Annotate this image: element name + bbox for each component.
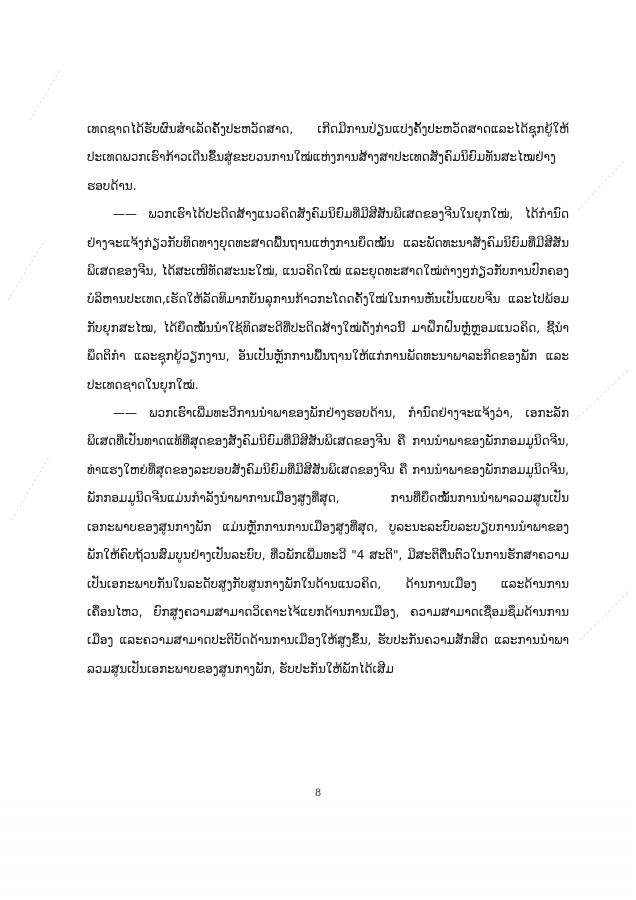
page-number: 8	[314, 788, 322, 799]
paragraph-2: —— ພວກເຮົາໄດ້ປະດິດສ້າງແນວຄິດສັງຄົມນິຍົມທີ່ມີສີສັນພິເສດຂອງຈີນໃນຍຸກໃໝ່, ໄດ້ກຳນົດຢ່າງຈະແຈ້ງກ່ຽວກັບທິດທາງຍຸດທະສາດພື້ນຖານແຫ່ງການຍຶດໝັ້ນ ແລະພັດທະນາສັງຄົມນິຍົມທີ່ມີສີສັນພິເສດຂອງຈີນ, ໄດ້ສະເໜີທັດສະນະໃໝ່, ແນວຄິດໃໝ່ ແລະຍຸດທະສາດໃໝ່ຕ່າງໆກ່ຽວກັບການປົກຄອງບໍລິຫານປະເທດ,ເຮັດໃຫ້ລັດທິມາກບັນລຸການກ້າວກະໂດດຄັ້ງໃໝ່ໃນການຫັນເປັນແບບຈີນ ແລະໄປພ້ອມກັບຍຸກສະໄໝ, ໄດ້ຍຶດໝັ້ນນຳໃຊ້ທິດສະດີທີ່ປະດິດສ້າງໃໝ່ດັ່ງກ່າວນີ້ ມາຝຶກຝົນຫຼໍ່ຫຼອມແນວຄິດ, ຊີ້ນຳພຶດຕິກຳ ແລະຊຸກຍູ້ວຽກງານ, ອັນເປັນຫຼັກການພື້ນຖານໃຫ້ແກ່ການພັດທະນາພາລະກິດຂອງພັກ ແລະປະເທດຊາດໃນຍຸກໃໝ່.	[87, 207, 569, 392]
paragraph-1: ເທດຊາດໄດ້ຮັບຜົນສຳເລັດຄັ້ງປະຫວັດສາດ, ເກີດມີການປ່ຽນແປງຄັ້ງປະຫວັດສາດແລະໄດ້ຊຸກຍູ້ໃຫ້ປະເທດພວກເຮົາກ້າວເດີນຂຶ້ນສູ່ຂະບວນການໃໝ່ແຫ່ງການສ້າງສາປະເທດສັງຄົມນິຍົມທັນສະໄໝຢ່າງຮອບດ້ານ.	[87, 122, 569, 193]
paragraph-3: —— ພວກເຮົາເພີ່ມທະວີການນຳພາຂອງພັກຢ່າງຮອບດ້ານ, ກຳນົດຢ່າງຈະແຈ້ງວ່າ, ເອກະລັກພິເສດທີ່ເປັນທາດແທ້ທີ່ສຸດຂອງສັງຄົມນິຍົມທີ່ມີສີສັນພິເສດຂອງຈີນ ຄື ການນຳພາຂອງພັກກອມມູນິດຈີນ, ທ່າແຮງໃຫຍ່ທີ່ສຸດຂອງລະບອບສັງຄົມນິຍົມທີ່ມີສີສັນພິເສດຂອງຈີນ ຄື ການນຳພາຂອງພັກກອມມູນິດຈີນ, ພັກກອມມູນິດຈີນແມ່ນກຳລັງນຳພາການເມືອງສູງທີ່ສຸດ, ການທີ່ຍຶດໝັ້ນການນຳພາລວມສູນເປັນເອກະພາບຂອງສູນກາງພັກ ແມ່ນຫຼັກການການເມືອງສູງທີ່ສຸດ, ບູລະນະລະບົບລະບຽບການນຳພາຂອງພັກໃຫ້ຄົບຖ້ວນສົມບູນຢ່າງເປັນລະບົບ, ທີ່ວພັກເພີ່ມທະວີ "4 ສະຕິ", ມີສະຕິຕື່ນຕົວໃນການຮັກສາຄວາມເປັນເອກະພາບກັນໃນລະດັບສູງກັບສູນກາງພັກໃນດ້ານແນວຄິດ, ດ້ານການເມືອງ ແລະດ້ານການເຄື່ອນໄຫວ, ຍົກສູງຄວາມສາມາດວິເຄາະໄຈ້ແຍກດ້ານການເມືອງ, ຄວາມສາມາດເຊື່ອມຊຶມດ້ານການເມືອງ ແລະຄວາມສາມາດປະຕິບັດດ້ານການເມືອງໃຫ້ສູງຂຶ້ນ, ຮັບປະກັນຄວາມສັກສິດ ແລະການນຳພາລວມສູນເປັນເອກະພາບຂອງສູນກາງພັກ, ຮັບປະກັນໃຫ້ພັກໄດ້ເສີມ	[87, 406, 569, 676]
body-text	[87, 115, 569, 683]
